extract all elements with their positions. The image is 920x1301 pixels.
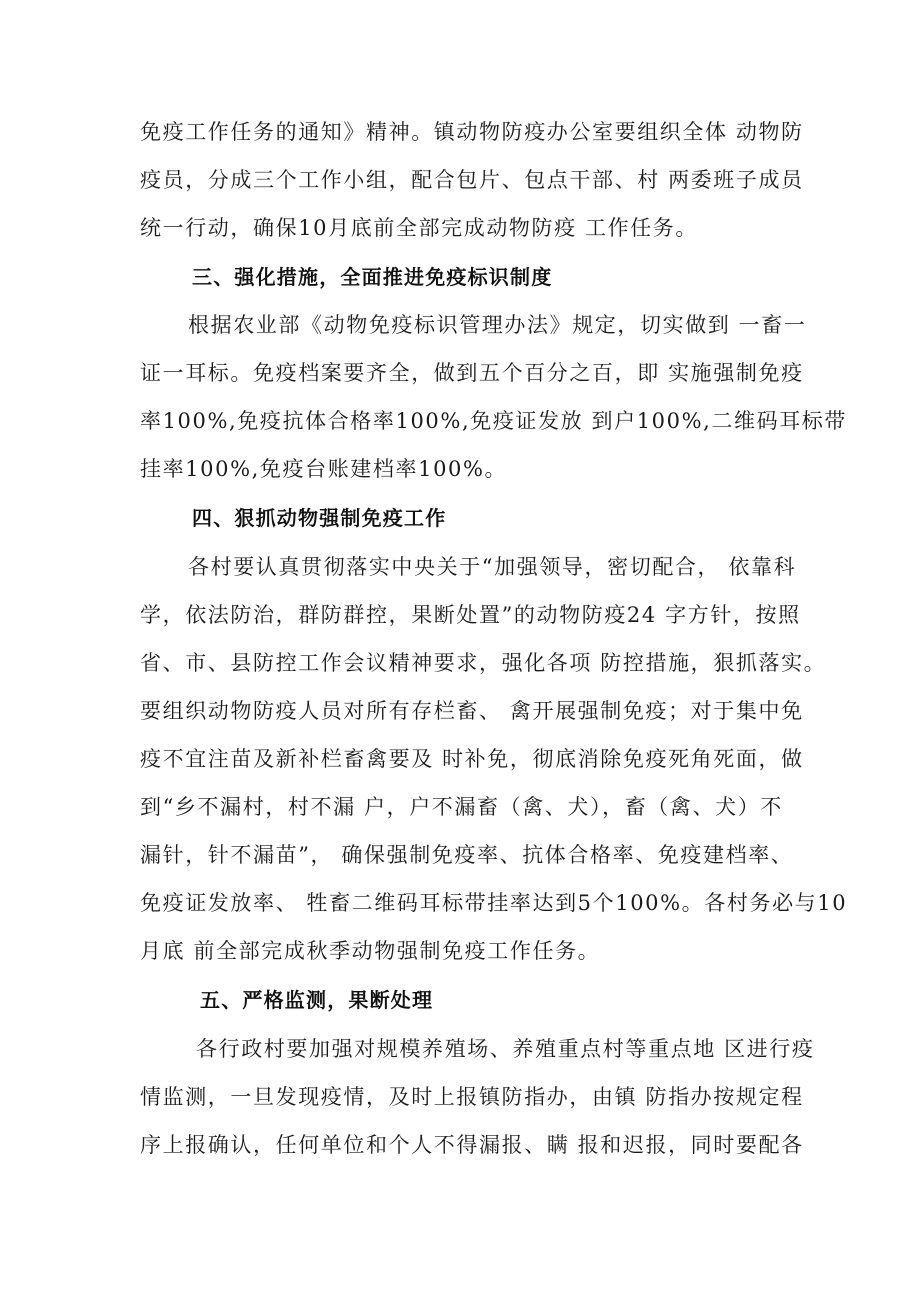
body-text-line: 免疫证发放率、 牲畜二维码耳标带挂率达到5个100%。各村务必与10 <box>140 891 848 915</box>
section-heading-4: 四、狠抓动物强制免疫工作 <box>192 506 447 530</box>
body-text-line: 要组织动物防疫人员对所有存栏畜、 禽开展强制免疫；对于集中免 <box>140 699 804 723</box>
body-text-line: 各村要认真贯彻落实中央关于“加强领导，密切配合， 依靠科 <box>188 555 797 579</box>
body-text-line: 率100%,免疫抗体合格率100%,免疫证发放 到户100%,二维码耳标带 <box>140 409 848 433</box>
body-text-line: 疫不宜注苗及新补栏畜禽要及 时补免，彻底消除免疫死角死面，做 <box>140 747 804 771</box>
body-text-line: 省、市、县防控工作会议精神要求，强化各项 防控措施，狠抓落实。 <box>140 651 827 675</box>
body-text-line: 到“乡不漏村，村不漏 户，户不漏畜（禽、犬），畜（禽、犬）不 <box>140 795 783 819</box>
body-text-line: 挂率100%,免疫台账建档率100%。 <box>140 457 508 481</box>
body-text-line: 漏针，针不漏苗”， 确保强制免疫率、抗体合格率、免疫建档率、 <box>140 843 794 867</box>
body-text-line: 证一耳标。免疫档案要齐全，做到五个百分之百，即 实施强制免疫 <box>140 361 804 385</box>
section-heading-5: 五、严格监测，果断处理 <box>200 988 434 1012</box>
body-text-line: 各行政村要加强对规模养殖场、养殖重点村等重点地 区进行疫 <box>196 1037 815 1061</box>
body-text-line: 统一行动，确保10月底前全部完成动物防疫 工作任务。 <box>140 216 698 240</box>
body-text-line: 疫员，分成三个工作小组，配合包片、包点干部、村 两委班子成员 <box>140 168 804 192</box>
body-text-line: 情监测，一旦发现疫情，及时上报镇防指办，由镇 防指办按规定程 <box>140 1085 804 1109</box>
section-heading-3: 三、强化措施，全面推进免疫标识制度 <box>192 265 553 289</box>
body-text-line: 序上报确认，任何单位和个人不得漏报、瞒 报和迟报，同时要配各 <box>140 1133 804 1157</box>
body-text-line: 根据农业部《动物免疫标识管理办法》规定，切实做到 一畜一 <box>188 313 807 337</box>
body-text-line: 免疫工作任务的通知》精神。镇动物防疫办公室要组织全体 动物防 <box>140 120 804 144</box>
body-text-line: 学，依法防治，群防群控，果断处置”的动物防疫24 字方针，按照 <box>140 603 801 627</box>
body-text-line: 月底 前全部完成秋季动物强制免疫工作任务。 <box>140 939 601 963</box>
